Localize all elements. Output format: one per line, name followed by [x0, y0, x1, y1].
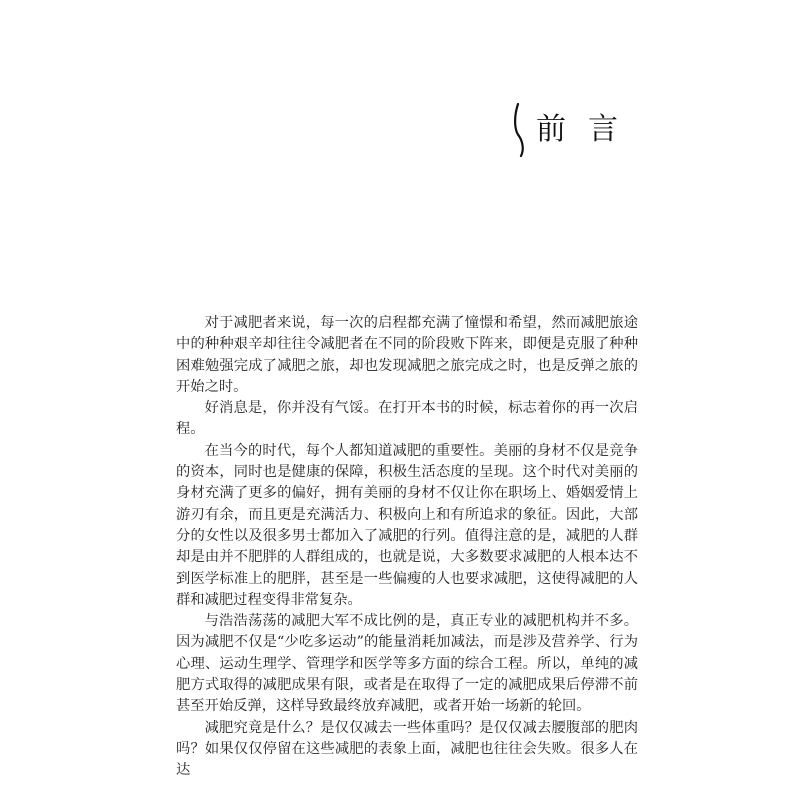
chapter-heading	[512, 100, 640, 160]
paragraph: 对于减肥者来说，每一次的启程都充满了憧憬和希望，然而减肥旅途中的种种艰辛却往往令减肥者在不同的阶段败下阵来，即便是克服了种种困难勉强完成了减肥之旅，却也发现减肥之旅完成之时，也是反弹之旅的开始之时。	[176, 315, 638, 395]
paragraph: 好消息是，你并没有气馁。在打开本书的时候，标志着你的再一次启程。	[176, 400, 638, 438]
chapter-title: 前言	[536, 112, 640, 147]
paragraph: 在当今的时代，每个人都知道减肥的重要性。美丽的身材不仅是竞争的资本，同时也是健康的保障，积极生活态度的呈现。这个时代对美丽的身材充满了更多的偏好，拥有美丽的身材不仅让你在职场上、婚姻爱情上游刃有余，而且更是充满活力、积极向上和有所追求的象征。因此，大部分的女性以及很多男士都加入了减肥的行列。值得注意的是，减肥的人群却是由并不肥胖的人群组成的，也就是说，大多数要求减肥的人根本达不到医学标准上的肥胖，甚至是一些偏瘦的人也要求减肥，这使得减肥的人群和减肥过程变得非常复杂。	[176, 442, 638, 608]
body-text	[176, 313, 638, 793]
paragraph: 与浩浩荡荡的减肥大军不成比例的是，真正专业的减肥机构并不多。因为减肥不仅是“少吃多运动”的能量消耗加减法，而是涉及营养学、行为心理、运动生理学、管理学和医学等多方面的综合工程。所以，单纯的减肥方式取得的减肥成果有限，或者是在取得了一定的减肥成果后停滞不前甚至开始反弹，这样导致最终放弃减肥，或者开始一场新的轮回。	[176, 613, 638, 715]
bracket-ornament-icon	[512, 102, 530, 158]
paragraph: 减肥究竟是什么？是仅仅减去一些体重吗？是仅仅减去腰腹部的肥肉吗？如果仅仅停留在这些减肥的表象上面，减肥也往往会失败。很多人在达	[176, 719, 638, 779]
